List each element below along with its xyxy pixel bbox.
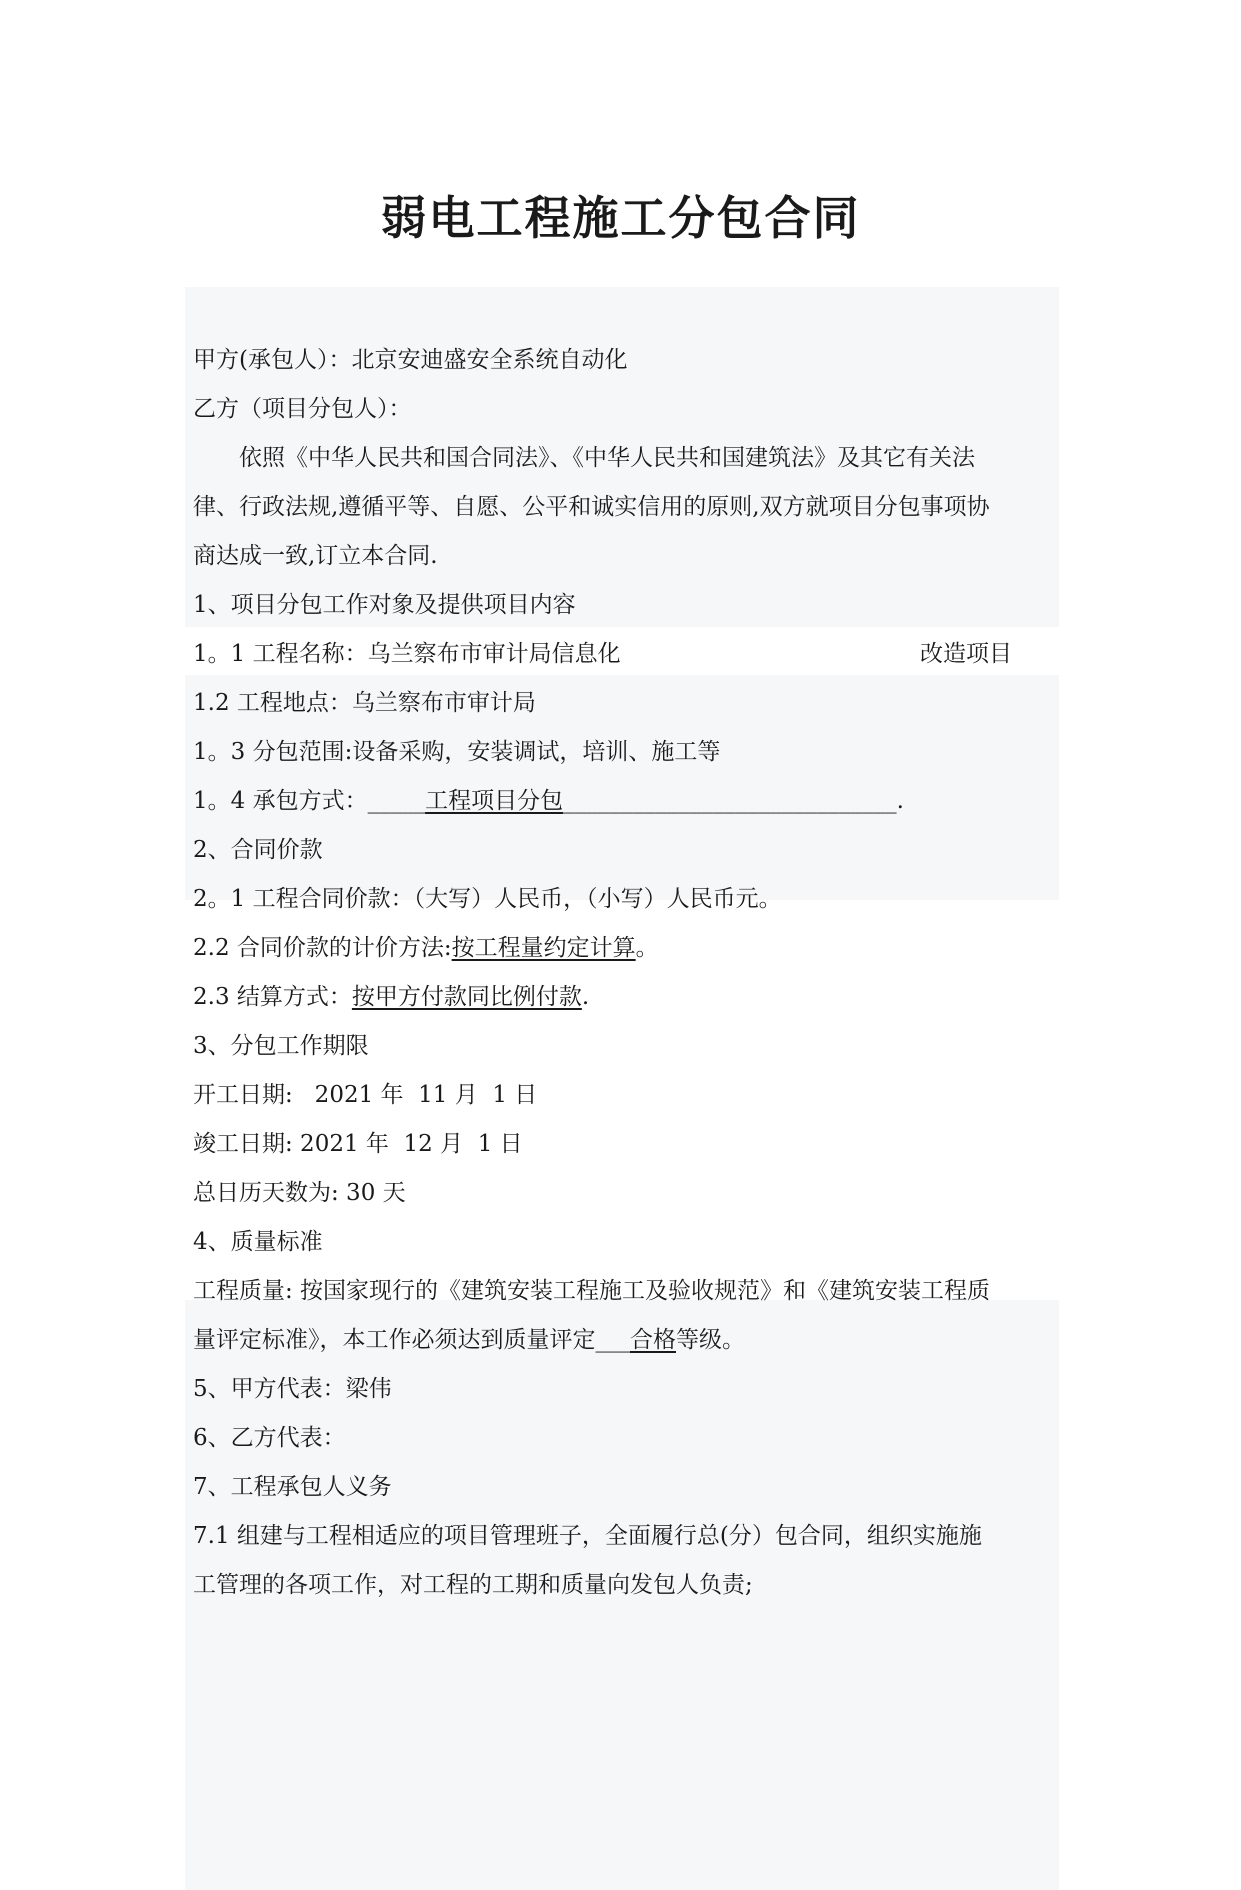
start-date-line: 开工日期: 2021 年 11 月 1 日 — [193, 1082, 538, 1108]
quality-line — [193, 1316, 745, 1364]
obligation-line: 工管理的各项工作，对工程的工期和质量向发包人负责; — [193, 1572, 753, 1598]
obligation-line: 7.1 组建与工程相适应的项目管理班子，全面履行总(分）包合同，组织实施施 — [193, 1523, 982, 1549]
contract-mode-blank: _____ — [367, 788, 426, 814]
preamble-line: 律、行政法规,遵循平等、自愿、公平和诚实信用的原则,双方就项目分包事项协 — [193, 494, 990, 520]
section-1-heading: 1、项目分包工作对象及提供项目内容 — [193, 592, 576, 618]
quality-label: 量评定标准》，本工作必须达到质量评定 — [193, 1327, 596, 1353]
party-b-representative: 6、乙方代表： — [193, 1425, 346, 1451]
pricing-method-value: 按工程量约定计算 — [451, 935, 636, 961]
pricing-method-end: 。 — [635, 935, 659, 961]
pricing-method-label: 2.2 合同价款的计价方法: — [193, 935, 452, 961]
project-scope-line: 1。3 分包范围:设备采购，安装调试，培训、施工等 — [193, 739, 721, 765]
contract-mode-line — [193, 777, 904, 825]
document-title: 弱电工程施工分包合同 — [380, 191, 861, 245]
contract-mode-end: . — [896, 788, 904, 814]
settlement-label: 2.3 结算方式： — [193, 984, 352, 1010]
contract-price-line: 2。1 工程合同价款：（大写）人民币，（小写）人民币元。 — [193, 886, 782, 912]
preamble-line: 依照《中华人民共和国合同法》、《中华人民共和国建筑法》及其它有关法 — [239, 445, 975, 471]
party-a-representative: 5、甲方代表：梁伟 — [193, 1376, 392, 1402]
quality-end: 等级。 — [676, 1327, 745, 1353]
section-3-heading: 3、分包工作期限 — [193, 1033, 369, 1059]
total-days-line: 总日历天数为: 30 天 — [193, 1180, 406, 1206]
quality-line: 工程质量: 按国家现行的《建筑安装工程施工及验收规范》和《建筑安装工程质 — [193, 1278, 991, 1304]
section-2-heading: 2、合同价款 — [193, 837, 323, 863]
party-b-line: 乙方（项目分包人）： — [193, 396, 412, 422]
contract-mode-label: 1。4 承包方式： — [193, 788, 368, 814]
contract-mode-blank: _____________________________ — [563, 788, 897, 814]
party-a-line: 甲方(承包人）：北京安迪盛安全系统自动化 — [193, 347, 628, 373]
project-name-line: 1。1 工程名称：乌兰察布市审计局信息化 — [193, 641, 621, 667]
quality-blank: ___ — [595, 1327, 630, 1353]
quality-grade-value: 合格 — [630, 1327, 676, 1353]
contract-mode-value: 工程项目分包 — [425, 788, 564, 814]
pricing-method-line — [193, 924, 659, 972]
project-location-line: 1.2 工程地点：乌兰察布市审计局 — [193, 690, 536, 716]
settlement-line — [193, 973, 589, 1021]
project-name-tail: 改造项目 — [920, 641, 1012, 667]
section-4-heading: 4、质量标准 — [193, 1229, 323, 1255]
preamble-line: 商达成一致,订立本合同. — [193, 543, 438, 569]
settlement-end: . — [581, 984, 590, 1010]
section-7-heading: 7、工程承包人义务 — [193, 1474, 392, 1500]
settlement-value: 按甲方付款同比例付款 — [351, 984, 582, 1010]
end-date-line: 竣工日期: 2021 年 12 月 1 日 — [193, 1131, 523, 1157]
